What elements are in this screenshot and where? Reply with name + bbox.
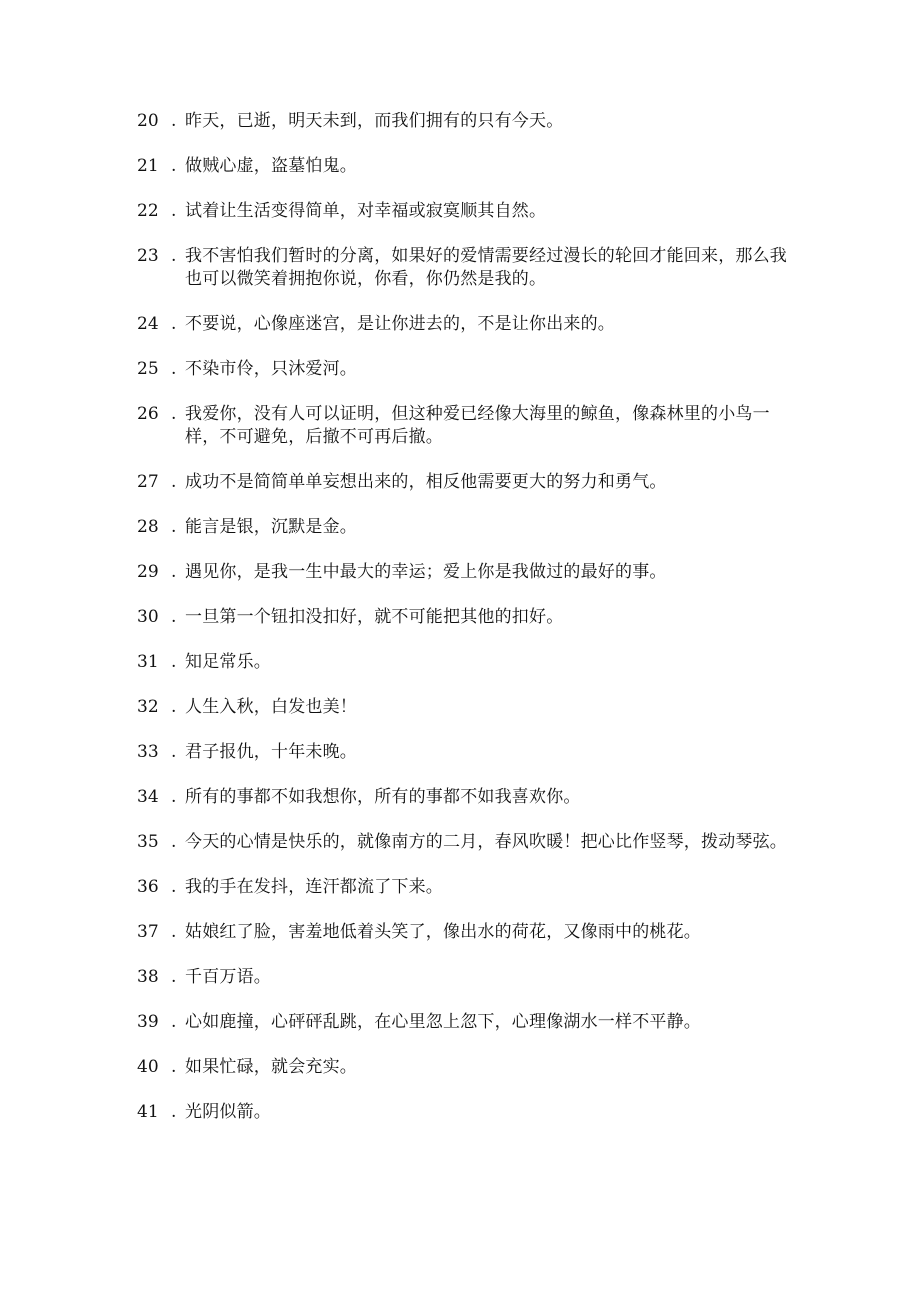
list-item bbox=[137, 200, 787, 223]
item-text: 不要说，心像座迷宫，是让你进去的，不是让你出来的。 bbox=[185, 314, 615, 334]
list-item bbox=[137, 786, 787, 809]
list-item bbox=[137, 516, 787, 539]
item-text: 所有的事都不如我想你，所有的事都不如我喜欢你。 bbox=[185, 787, 581, 807]
item-number: 37 bbox=[137, 922, 159, 942]
item-number: 26 bbox=[137, 404, 159, 424]
item-text: 今天的心情是快乐的，就像南方的二月，春风吹暖！把心比作竖琴，拨动琴弦。 bbox=[185, 832, 787, 852]
item-separator: . bbox=[171, 201, 177, 221]
item-separator: . bbox=[171, 404, 177, 424]
item-separator: . bbox=[171, 1012, 177, 1032]
list-item bbox=[137, 741, 787, 764]
list-item bbox=[137, 561, 787, 584]
quote-list bbox=[137, 110, 787, 1146]
list-item bbox=[137, 966, 787, 989]
list-item bbox=[137, 313, 787, 336]
item-text: 人生入秋，白发也美！ bbox=[185, 697, 357, 717]
list-item bbox=[137, 1056, 787, 1079]
item-separator: . bbox=[171, 314, 177, 334]
item-separator: . bbox=[171, 832, 177, 852]
item-text: 遇见你，是我一生中最大的幸运；爱上你是我做过的最好的事。 bbox=[185, 562, 667, 582]
list-item bbox=[137, 606, 787, 629]
item-separator: . bbox=[171, 967, 177, 987]
item-separator: . bbox=[171, 922, 177, 942]
item-text: 做贼心虚，盗墓怕鬼。 bbox=[185, 156, 357, 176]
item-number: 29 bbox=[137, 562, 159, 582]
list-item bbox=[137, 876, 787, 899]
item-separator: . bbox=[171, 607, 177, 627]
item-separator: . bbox=[171, 742, 177, 762]
item-text: 昨天，已逝，明天未到，而我们拥有的只有今天。 bbox=[185, 111, 564, 131]
item-separator: . bbox=[171, 517, 177, 537]
item-text: 我的手在发抖，连汗都流了下来。 bbox=[185, 877, 443, 897]
item-separator: . bbox=[171, 1102, 177, 1122]
item-text: 君子报仇，十年未晚。 bbox=[185, 742, 357, 762]
item-separator: . bbox=[171, 1057, 177, 1077]
item-separator: . bbox=[171, 246, 177, 266]
list-item bbox=[137, 471, 787, 494]
item-text: 姑娘红了脸，害羞地低着头笑了，像出水的荷花，又像雨中的桃花。 bbox=[185, 922, 701, 942]
item-number: 30 bbox=[137, 607, 159, 627]
list-item bbox=[137, 1101, 787, 1124]
item-number: 27 bbox=[137, 472, 159, 492]
item-number: 40 bbox=[137, 1057, 159, 1077]
item-text: 试着让生活变得简单，对幸福或寂寞顺其自然。 bbox=[185, 201, 547, 221]
item-number: 20 bbox=[137, 111, 159, 131]
item-separator: . bbox=[171, 787, 177, 807]
item-text: 我不害怕我们暂时的分离，如果好的爱情需要经过漫长的轮回才能回来，那么我也可以微笑着拥抱你说，你看，你仍然是我的。 bbox=[185, 246, 787, 289]
item-number: 38 bbox=[137, 967, 159, 987]
item-text: 能言是银，沉默是金。 bbox=[185, 517, 357, 537]
item-separator: . bbox=[171, 156, 177, 176]
item-number: 28 bbox=[137, 517, 159, 537]
item-number: 21 bbox=[137, 156, 159, 176]
item-text: 一旦第一个钮扣没扣好，就不可能把其他的扣好。 bbox=[185, 607, 564, 627]
list-item bbox=[137, 1011, 787, 1034]
item-separator: . bbox=[171, 359, 177, 379]
list-item bbox=[137, 358, 787, 381]
item-separator: . bbox=[171, 111, 177, 131]
list-item bbox=[137, 245, 787, 291]
item-separator: . bbox=[171, 877, 177, 897]
list-item bbox=[137, 651, 787, 674]
item-number: 23 bbox=[137, 246, 159, 266]
item-number: 39 bbox=[137, 1012, 159, 1032]
item-separator: . bbox=[171, 562, 177, 582]
item-text: 光阴似箭。 bbox=[185, 1102, 271, 1122]
list-item bbox=[137, 921, 787, 944]
item-text: 我爱你，没有人可以证明，但这种爱已经像大海里的鲸鱼，像森林里的小鸟一样，不可避免，后撤不可再后撤。 bbox=[185, 404, 770, 447]
list-item bbox=[137, 403, 787, 449]
item-text: 知足常乐。 bbox=[185, 652, 271, 672]
item-text: 如果忙碌，就会充实。 bbox=[185, 1057, 357, 1077]
item-number: 34 bbox=[137, 787, 159, 807]
list-item bbox=[137, 831, 787, 854]
item-number: 31 bbox=[137, 652, 159, 672]
item-number: 36 bbox=[137, 877, 159, 897]
item-text: 心如鹿撞，心砰砰乱跳，在心里忽上忽下，心理像湖水一样不平静。 bbox=[185, 1012, 701, 1032]
item-separator: . bbox=[171, 472, 177, 492]
item-text: 不染市伶，只沐爱河。 bbox=[185, 359, 357, 379]
item-number: 24 bbox=[137, 314, 159, 334]
list-item bbox=[137, 110, 787, 133]
list-item bbox=[137, 155, 787, 178]
item-number: 33 bbox=[137, 742, 159, 762]
item-text: 千百万语。 bbox=[185, 967, 271, 987]
item-number: 22 bbox=[137, 201, 159, 221]
item-number: 32 bbox=[137, 697, 159, 717]
item-number: 41 bbox=[137, 1102, 159, 1122]
item-separator: . bbox=[171, 697, 177, 717]
item-separator: . bbox=[171, 652, 177, 672]
item-number: 35 bbox=[137, 832, 159, 852]
list-item bbox=[137, 696, 787, 719]
item-text: 成功不是简简单单妄想出来的，相反他需要更大的努力和勇气。 bbox=[185, 472, 667, 492]
item-number: 25 bbox=[137, 359, 159, 379]
